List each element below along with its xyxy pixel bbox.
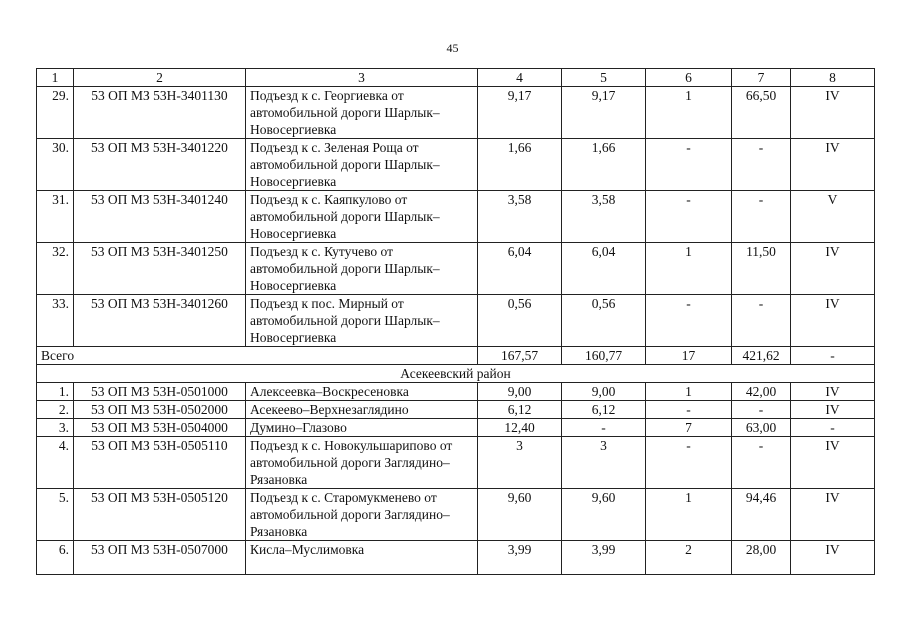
col7-value: 66,50 xyxy=(732,87,791,139)
table-row xyxy=(37,243,875,295)
col8-value: IV xyxy=(791,295,875,347)
road-name: Кисла–Муслимовка xyxy=(246,541,478,575)
row-number: 1. xyxy=(37,383,74,401)
total-col7: 421,62 xyxy=(732,347,791,365)
col7-value: - xyxy=(732,437,791,489)
col6-value: 1 xyxy=(646,489,732,541)
road-name: Асекеево–Верхнезаглядино xyxy=(246,401,478,419)
col5-value: 6,04 xyxy=(562,243,646,295)
road-code: 53 ОП МЗ 53Н-0505120 xyxy=(74,489,246,541)
col4-value: 9,00 xyxy=(478,383,562,401)
col4-value: 1,66 xyxy=(478,139,562,191)
col8-value: IV xyxy=(791,87,875,139)
col8-value: IV xyxy=(791,541,875,575)
col4-value: 3,58 xyxy=(478,191,562,243)
col7-value: 63,00 xyxy=(732,419,791,437)
road-code: 53 ОП МЗ 53Н-0502000 xyxy=(74,401,246,419)
col8-value: IV xyxy=(791,383,875,401)
total-label: Всего xyxy=(37,347,478,365)
col7-value: - xyxy=(732,139,791,191)
row-number: 33. xyxy=(37,295,74,347)
col6-value: - xyxy=(646,139,732,191)
col8-value: IV xyxy=(791,401,875,419)
col7-value: - xyxy=(732,191,791,243)
col5-value: - xyxy=(562,419,646,437)
col6-value: 1 xyxy=(646,383,732,401)
total-row xyxy=(37,347,875,365)
row-number: 6. xyxy=(37,541,74,575)
header-cell: 2 xyxy=(74,69,246,87)
road-name: Подъезд к пос. Мирный от автомобильной дороги Шарлык–Новосергиевка xyxy=(246,295,478,347)
road-code: 53 ОП МЗ 53Н-3401250 xyxy=(74,243,246,295)
col8-value: IV xyxy=(791,139,875,191)
col8-value: IV xyxy=(791,489,875,541)
table-row xyxy=(37,541,875,575)
header-cell: 8 xyxy=(791,69,875,87)
header-cell: 1 xyxy=(37,69,74,87)
page-number: 45 xyxy=(446,41,459,55)
col6-value: 1 xyxy=(646,87,732,139)
road-code: 53 ОП МЗ 53Н-3401240 xyxy=(74,191,246,243)
header-cell: 3 xyxy=(246,69,478,87)
road-name: Подъезд к с. Новокульшарипово от автомобильной дороги Заглядино–Рязановка xyxy=(246,437,478,489)
col4-value: 12,40 xyxy=(478,419,562,437)
col8-value: IV xyxy=(791,243,875,295)
road-code: 53 ОП МЗ 53Н-0505110 xyxy=(74,437,246,489)
road-code: 53 ОП МЗ 53Н-3401260 xyxy=(74,295,246,347)
road-code: 53 ОП МЗ 53Н-0504000 xyxy=(74,419,246,437)
section-row xyxy=(37,365,875,383)
col7-value: - xyxy=(732,295,791,347)
header-cell: 6 xyxy=(646,69,732,87)
header-row xyxy=(37,69,875,87)
col5-value: 3 xyxy=(562,437,646,489)
table-row xyxy=(37,191,875,243)
col8-value: V xyxy=(791,191,875,243)
col7-value: 94,46 xyxy=(732,489,791,541)
col5-value: 1,66 xyxy=(562,139,646,191)
col7-value: 11,50 xyxy=(732,243,791,295)
total-col6: 17 xyxy=(646,347,732,365)
col6-value: - xyxy=(646,437,732,489)
road-name: Подъезд к с. Зеленая Роща от автомобильной дороги Шарлык–Новосергиевка xyxy=(246,139,478,191)
col4-value: 6,12 xyxy=(478,401,562,419)
road-name: Подъезд к с. Кутучево от автомобильной дороги Шарлык–Новосергиевка xyxy=(246,243,478,295)
road-name: Алексеевка–Воскресеновка xyxy=(246,383,478,401)
table-row xyxy=(37,383,875,401)
col7-value: 28,00 xyxy=(732,541,791,575)
section-title: Асекеевский район xyxy=(37,365,875,383)
table-row xyxy=(37,489,875,541)
table-row xyxy=(37,437,875,489)
col5-value: 9,17 xyxy=(562,87,646,139)
road-code: 53 ОП МЗ 53Н-0507000 xyxy=(74,541,246,575)
road-name: Подъезд к с. Каяпкулово от автомобильной дороги Шарлык–Новосергиевка xyxy=(246,191,478,243)
total-col8: - xyxy=(791,347,875,365)
table-row xyxy=(37,401,875,419)
col4-value: 9,17 xyxy=(478,87,562,139)
total-col5: 160,77 xyxy=(562,347,646,365)
col6-value: 1 xyxy=(646,243,732,295)
table-row xyxy=(37,419,875,437)
road-name: Подъезд к с. Георгиевка от автомобильной дороги Шарлык–Новосергиевка xyxy=(246,87,478,139)
header-cell: 7 xyxy=(732,69,791,87)
col4-value: 9,60 xyxy=(478,489,562,541)
row-number: 31. xyxy=(37,191,74,243)
header-cell: 4 xyxy=(478,69,562,87)
row-number: 29. xyxy=(37,87,74,139)
col5-value: 6,12 xyxy=(562,401,646,419)
row-number: 32. xyxy=(37,243,74,295)
col4-value: 3,99 xyxy=(478,541,562,575)
table-row xyxy=(37,87,875,139)
row-number: 30. xyxy=(37,139,74,191)
col5-value: 3,58 xyxy=(562,191,646,243)
col7-value: - xyxy=(732,401,791,419)
road-code: 53 ОП МЗ 53Н-3401130 xyxy=(74,87,246,139)
col4-value: 6,04 xyxy=(478,243,562,295)
col7-value: 42,00 xyxy=(732,383,791,401)
col8-value: IV xyxy=(791,437,875,489)
table-row xyxy=(37,295,875,347)
road-code: 53 ОП МЗ 53Н-3401220 xyxy=(74,139,246,191)
col6-value: - xyxy=(646,295,732,347)
col4-value: 0,56 xyxy=(478,295,562,347)
col5-value: 3,99 xyxy=(562,541,646,575)
row-number: 3. xyxy=(37,419,74,437)
col5-value: 9,60 xyxy=(562,489,646,541)
total-col4: 167,57 xyxy=(478,347,562,365)
col6-value: 2 xyxy=(646,541,732,575)
col8-value: - xyxy=(791,419,875,437)
roads-table xyxy=(36,68,875,575)
col6-value: 7 xyxy=(646,419,732,437)
row-number: 5. xyxy=(37,489,74,541)
road-name: Думино–Глазово xyxy=(246,419,478,437)
col6-value: - xyxy=(646,191,732,243)
col4-value: 3 xyxy=(478,437,562,489)
header-cell: 5 xyxy=(562,69,646,87)
road-code: 53 ОП МЗ 53Н-0501000 xyxy=(74,383,246,401)
row-number: 2. xyxy=(37,401,74,419)
table-row xyxy=(37,139,875,191)
col6-value: - xyxy=(646,401,732,419)
col5-value: 9,00 xyxy=(562,383,646,401)
road-name: Подъезд к с. Старомукменево от автомобильной дороги Заглядино–Рязановка xyxy=(246,489,478,541)
row-number: 4. xyxy=(37,437,74,489)
col5-value: 0,56 xyxy=(562,295,646,347)
